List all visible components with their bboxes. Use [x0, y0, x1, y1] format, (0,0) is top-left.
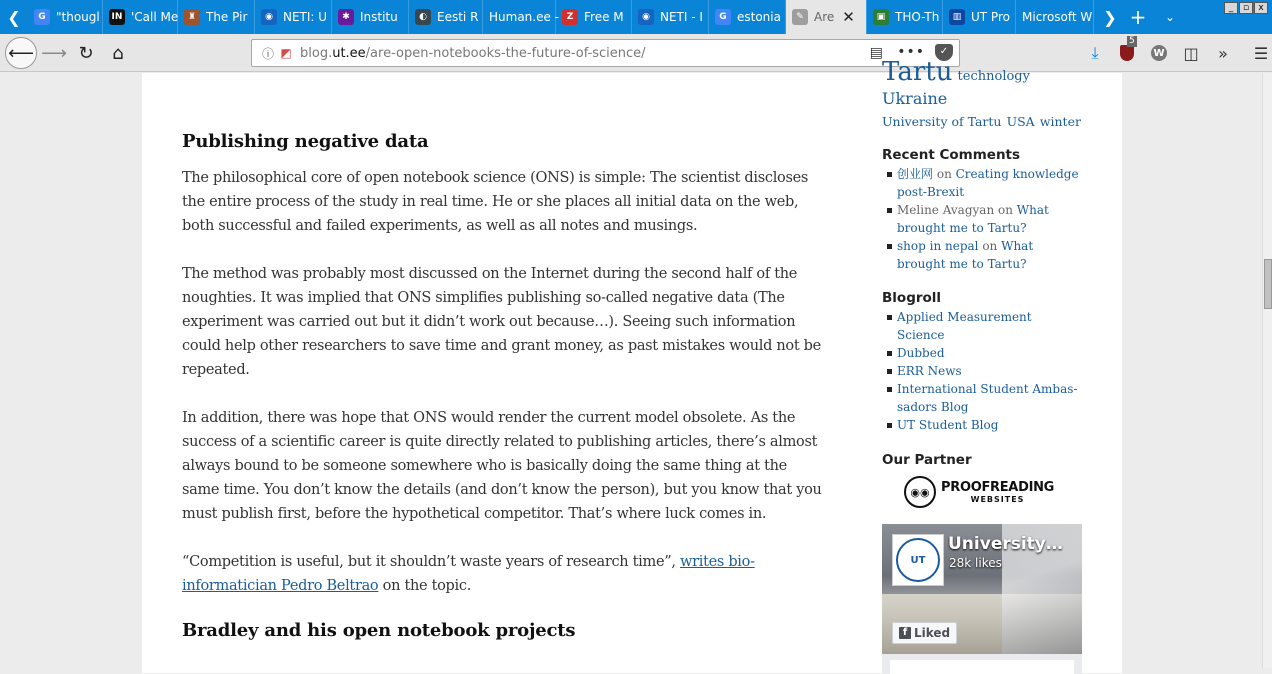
- url-path: /are-open-notebooks-the-future-of-science/: [365, 45, 646, 61]
- facebook-widget-footer: [882, 654, 1082, 674]
- tab-title: UT Pro: [971, 10, 1010, 24]
- proofreading-glasses-icon: ◉◉: [904, 476, 936, 508]
- tag-tartu[interactable]: Tartu: [882, 57, 953, 87]
- recent-comments-list: [882, 165, 1082, 273]
- eesti-icon: ◐: [415, 9, 431, 25]
- section-heading: Publishing negative data: [182, 131, 429, 152]
- blogroll-link[interactable]: Applied Measurement Science: [897, 310, 1032, 342]
- recent-comment-item: [882, 237, 1082, 273]
- tab-title: Are: [814, 10, 835, 24]
- tab-list: [28, 0, 1094, 34]
- tab-title: NETI - I: [660, 10, 703, 24]
- tab-10[interactable]: [786, 0, 867, 34]
- tab-1[interactable]: [103, 0, 178, 34]
- facebook-page-widget[interactable]: [882, 524, 1082, 674]
- tab-8[interactable]: [632, 0, 709, 34]
- list-all-tabs-chevron-icon[interactable]: ⌄: [1164, 10, 1176, 24]
- google-icon: G: [34, 9, 50, 25]
- ublock-badge: 5: [1129, 36, 1135, 46]
- quote-text: “Competition is useful, but it shouldn’t waste years of research time”,: [182, 554, 680, 570]
- google-icon: G: [715, 9, 731, 25]
- liked-label: Liked: [914, 626, 951, 640]
- tag-technology[interactable]: technology: [957, 69, 1030, 84]
- tab-scroll-left-icon[interactable]: ❮: [7, 7, 21, 27]
- tab-11[interactable]: [867, 0, 943, 34]
- minimize-button[interactable]: _: [1224, 2, 1238, 14]
- recent-comments-widget: [882, 147, 1082, 273]
- comment-post-link[interactable]: What brought me to Tartu?: [897, 203, 1049, 235]
- facebook-f-icon: f: [899, 627, 911, 639]
- blogroll-link[interactable]: Dubbed: [897, 346, 945, 360]
- comment-on-label: on: [982, 239, 998, 253]
- tab-0[interactable]: [28, 0, 103, 34]
- ut-icon: ▥: [949, 9, 965, 25]
- blogroll-link[interactable]: UT Student Blog: [897, 418, 999, 432]
- comment-on-label: on: [936, 167, 952, 181]
- tab-2[interactable]: [178, 0, 255, 34]
- sidebar: [882, 57, 1082, 640]
- tab-6[interactable]: [483, 0, 560, 34]
- partner-logo-line1: PROOFREADING: [941, 480, 1055, 495]
- page-actions-more-icon[interactable]: •••: [897, 44, 925, 60]
- blogroll-item: [882, 416, 1082, 434]
- tab-title: Eesti R: [437, 10, 479, 24]
- home-button[interactable]: ⌂: [112, 42, 124, 64]
- recent-comments-title: Recent Comments: [882, 147, 1021, 163]
- article-paragraph: The method was probably most discussed on the Internet during the second half of the noughties. It was implied that ONS simplifies publishing so-called negative data (The experiment was carried out but it didn’t work out because…). Seeing such information could help other researchers to save time and grant money, as past mistakes would not be repeated.: [182, 266, 821, 378]
- tag-ukraine[interactable]: Ukraine: [882, 89, 948, 108]
- blogroll-link[interactable]: International Student Ambas-sadors Blog: [897, 382, 1078, 414]
- blogroll-list: [882, 308, 1082, 434]
- tab-7[interactable]: [556, 0, 632, 34]
- extension-w-icon[interactable]: W: [1148, 42, 1170, 64]
- pocket-icon[interactable]: ✓: [935, 44, 953, 61]
- tag-winter[interactable]: winter: [1039, 114, 1081, 129]
- tab-title: 'Call Me: [131, 10, 179, 24]
- vertical-scrollbar[interactable]: [1262, 73, 1272, 668]
- tag-university-of-tartu[interactable]: University of Tartu: [882, 114, 1002, 129]
- neti-icon: ◉: [261, 9, 277, 25]
- article-paragraph: [182, 550, 827, 598]
- blogroll-item: [882, 344, 1082, 362]
- tab-title: THO-Th: [895, 10, 940, 24]
- in-icon: IN: [109, 9, 125, 25]
- url-domain: ut.ee: [332, 45, 366, 61]
- comment-author[interactable]: shop in nepal: [897, 239, 979, 253]
- comment-on-label: on: [998, 203, 1013, 217]
- section-heading: Bradley and his open notebook projects: [182, 620, 576, 641]
- tag-cloud: [882, 57, 1082, 133]
- tab-title: NETI: U: [283, 10, 328, 24]
- page-content: [142, 57, 1122, 673]
- ublock-icon[interactable]: [1116, 36, 1138, 64]
- tab-12[interactable]: [943, 0, 1016, 34]
- reader-view-icon[interactable]: ▤: [869, 45, 883, 61]
- blogroll-item: [882, 362, 1082, 380]
- zotero-icon: Z: [562, 9, 578, 25]
- back-button[interactable]: ⟵: [5, 37, 37, 69]
- university-seal-avatar[interactable]: UT: [892, 534, 944, 586]
- downloads-icon[interactable]: ⤓: [1091, 43, 1099, 62]
- blogroll-item: [882, 308, 1082, 344]
- neti-icon: ◉: [638, 9, 654, 25]
- recent-comment-item: [882, 165, 1082, 201]
- article-paragraph: The philosophical core of open notebook science (ONS) is simple: The scientist discloses the entire process of the study in real time. He or she places all initial data on the web, both successful and failed experiments, as well as all notes and musings.: [182, 170, 809, 234]
- tab-title: estonia: [737, 10, 781, 24]
- blogroll-link[interactable]: ERR News: [897, 364, 962, 378]
- new-tab-plus-icon[interactable]: +: [1129, 5, 1147, 29]
- institute-icon: ✱: [338, 9, 354, 25]
- facebook-likes-count: 28k likes: [949, 556, 1002, 570]
- recent-comment-item: [882, 201, 1082, 237]
- scrollbar-thumb[interactable]: [1264, 259, 1272, 309]
- reload-button[interactable]: ↻: [78, 42, 94, 64]
- portrait-icon: ♜: [184, 9, 200, 25]
- article-body: [182, 131, 827, 655]
- pedro-beltrao-link[interactable]: writes bio-informatician Pedro Beltrao: [182, 554, 755, 594]
- comment-author[interactable]: 创业网: [897, 167, 934, 181]
- facebook-page-name[interactable]: University…: [948, 534, 1063, 554]
- tab-scroll-right-icon[interactable]: ❯: [1103, 7, 1117, 27]
- partner-wordmark: [941, 480, 1054, 504]
- tab-9[interactable]: [709, 0, 786, 34]
- tab-4[interactable]: [332, 0, 409, 34]
- tab-title: Institu: [360, 10, 398, 24]
- comment-author: Meline Avagyan: [897, 203, 995, 217]
- article-paragraph: In addition, there was hope that ONS would render the current model obsolete. As the success of a scientific career is quite directly related to publishing articles, there’s almost always bound to be someone somewhere who is basically doing the same thing at the same time. You don’t know the details (and don’t know the person), but you know that you must publish first, before the hypothetical competitor. That’s where luck comes in.: [182, 410, 822, 522]
- proofreading-websites-logo[interactable]: [904, 474, 1082, 510]
- tab-3[interactable]: [255, 0, 332, 34]
- tho-icon: ▣: [873, 9, 889, 25]
- blogroll-widget: [882, 290, 1082, 434]
- tab-title: "thougl: [56, 10, 100, 24]
- comment-post-link[interactable]: What brought me to Tartu?: [897, 239, 1034, 271]
- overflow-chevron-icon[interactable]: »: [1218, 43, 1228, 63]
- window-controls: [1224, 2, 1268, 14]
- tab-title: Free M: [584, 10, 624, 24]
- blogroll-title: Blogroll: [882, 290, 942, 306]
- forward-button[interactable]: ⟶: [41, 42, 67, 64]
- tab-title: Microsoft W: [1022, 10, 1093, 24]
- tab-title: The Pir: [206, 10, 248, 24]
- quote-tail: on the topic.: [378, 578, 472, 594]
- partner-logo-line2: WEBSITES: [970, 495, 1025, 504]
- comment-post-link[interactable]: Creating knowledge post-Brexit: [897, 167, 1079, 199]
- tab-strip: [0, 0, 1272, 34]
- site-info-icon[interactable]: ⓘ: [261, 46, 274, 61]
- tag-usa[interactable]: USA: [1006, 114, 1035, 129]
- blog-icon: ✎: [792, 9, 808, 25]
- blocked-content-icon[interactable]: ◩: [280, 46, 292, 60]
- tab-5[interactable]: [409, 0, 483, 34]
- page-viewport: [0, 57, 1262, 668]
- tab-title: Human.ee -: [489, 10, 560, 24]
- url-prefix: blog.: [300, 45, 333, 61]
- facebook-liked-button[interactable]: [892, 622, 957, 644]
- address-bar[interactable]: [251, 39, 960, 67]
- tab-13[interactable]: [1016, 0, 1094, 34]
- maximize-button[interactable]: ▫: [1239, 2, 1253, 14]
- close-window-button[interactable]: x: [1254, 2, 1268, 14]
- blogroll-item: [882, 380, 1082, 416]
- close-tab-icon[interactable]: ✕: [842, 8, 855, 26]
- url-text[interactable]: [300, 46, 646, 61]
- partner-title: Our Partner: [882, 452, 972, 468]
- hamburger-menu-icon[interactable]: ☰: [1253, 43, 1269, 63]
- sidebar-toggle-icon[interactable]: ◫: [1183, 43, 1199, 63]
